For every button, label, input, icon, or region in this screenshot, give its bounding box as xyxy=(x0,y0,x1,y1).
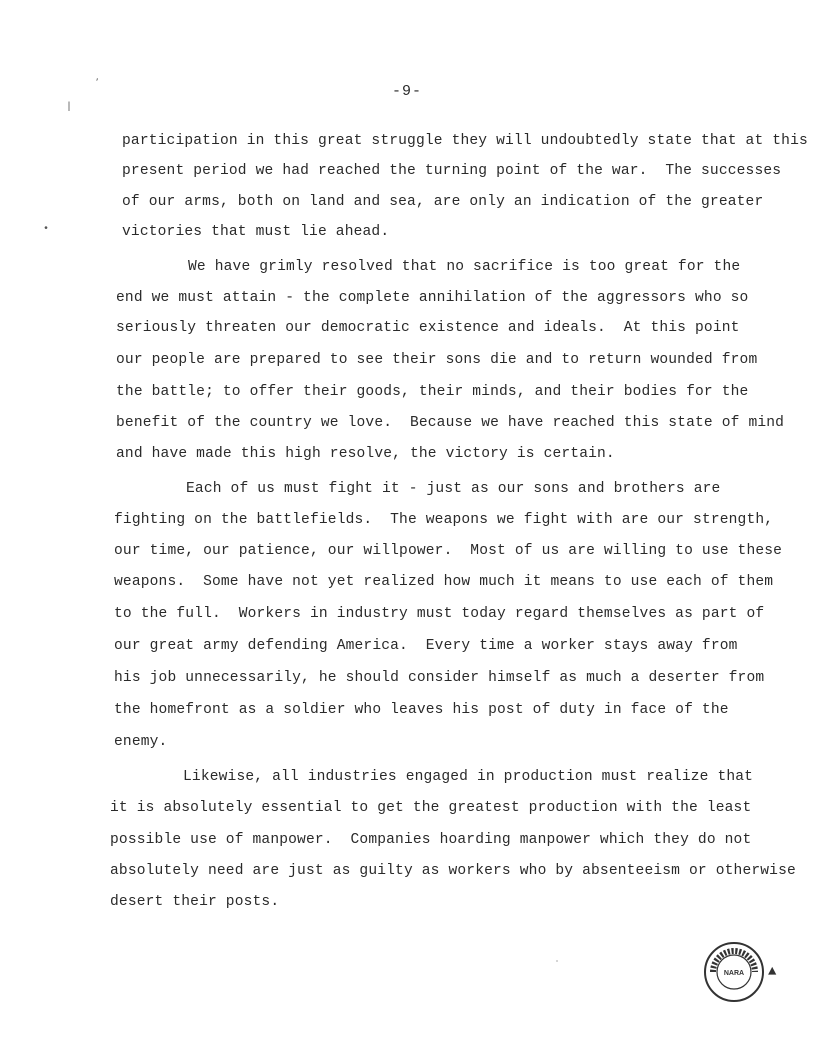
text-line: of our arms, both on land and sea, are only an indication of the greater xyxy=(122,194,764,210)
text-line: enemy. xyxy=(114,734,168,750)
text-line: end we must attain - the complete annihilation of the aggressors who so xyxy=(116,290,749,306)
text-line: our time, our patience, our willpower. Most of us are willing to use these xyxy=(114,543,783,559)
text-line: to the full. Workers in industry must today regard themselves as part of xyxy=(114,606,765,622)
stamp-arrow-icon: ▲ xyxy=(768,964,777,980)
text-line: the homefront as a soldier who leaves his post of duty in face of the xyxy=(114,702,729,718)
text-line: fighting on the battlefields. The weapons we fight with are our strength, xyxy=(114,512,774,528)
text-line: weapons. Some have not yet realized how much it means to use each of them xyxy=(114,574,774,590)
text-line: We have grimly resolved that no sacrifice is too great for the xyxy=(188,259,741,275)
text-line: victories that must lie ahead. xyxy=(122,224,390,240)
text-line: absolutely need are just as guilty as workers who by absenteeism or otherwise xyxy=(110,863,796,879)
scan-mark: ⸴ xyxy=(96,74,99,85)
text-line: benefit of the country we love. Because we have reached this state of mind xyxy=(116,415,785,431)
text-line: our great army defending America. Every time a worker stays away from xyxy=(114,638,738,654)
text-line: Each of us must fight it - just as our sons and brothers are xyxy=(186,481,721,497)
scan-mark: | xyxy=(66,102,73,113)
text-line: the battle; to offer their goods, their minds, and their bodies for the xyxy=(116,384,749,400)
page-number: -9- xyxy=(392,83,423,100)
text-line: and have made this high resolve, the victory is certain. xyxy=(116,446,615,462)
scan-mark: ˙ xyxy=(554,961,561,972)
text-line: possible use of manpower. Companies hoarding manpower which they do not xyxy=(110,832,752,848)
text-line: participation in this great struggle they will undoubtedly state that at this xyxy=(122,133,808,149)
text-line: our people are prepared to see their sons die and to return wounded from xyxy=(116,352,758,368)
text-line: desert their posts. xyxy=(110,894,280,910)
text-line: seriously threaten our democratic existence and ideals. At this point xyxy=(116,320,740,336)
text-line: present period we had reached the turning point of the war. The successes xyxy=(122,163,782,179)
scan-mark: • xyxy=(43,224,50,235)
text-line: it is absolutely essential to get the greatest production with the least xyxy=(110,800,752,816)
text-line: his job unnecessarily, he should consider himself as much a deserter from xyxy=(114,670,765,686)
text-line: Likewise, all industries engaged in production must realize that xyxy=(183,769,754,785)
archive-stamp xyxy=(703,941,765,1003)
svg-text:NARA: NARA xyxy=(723,970,745,977)
